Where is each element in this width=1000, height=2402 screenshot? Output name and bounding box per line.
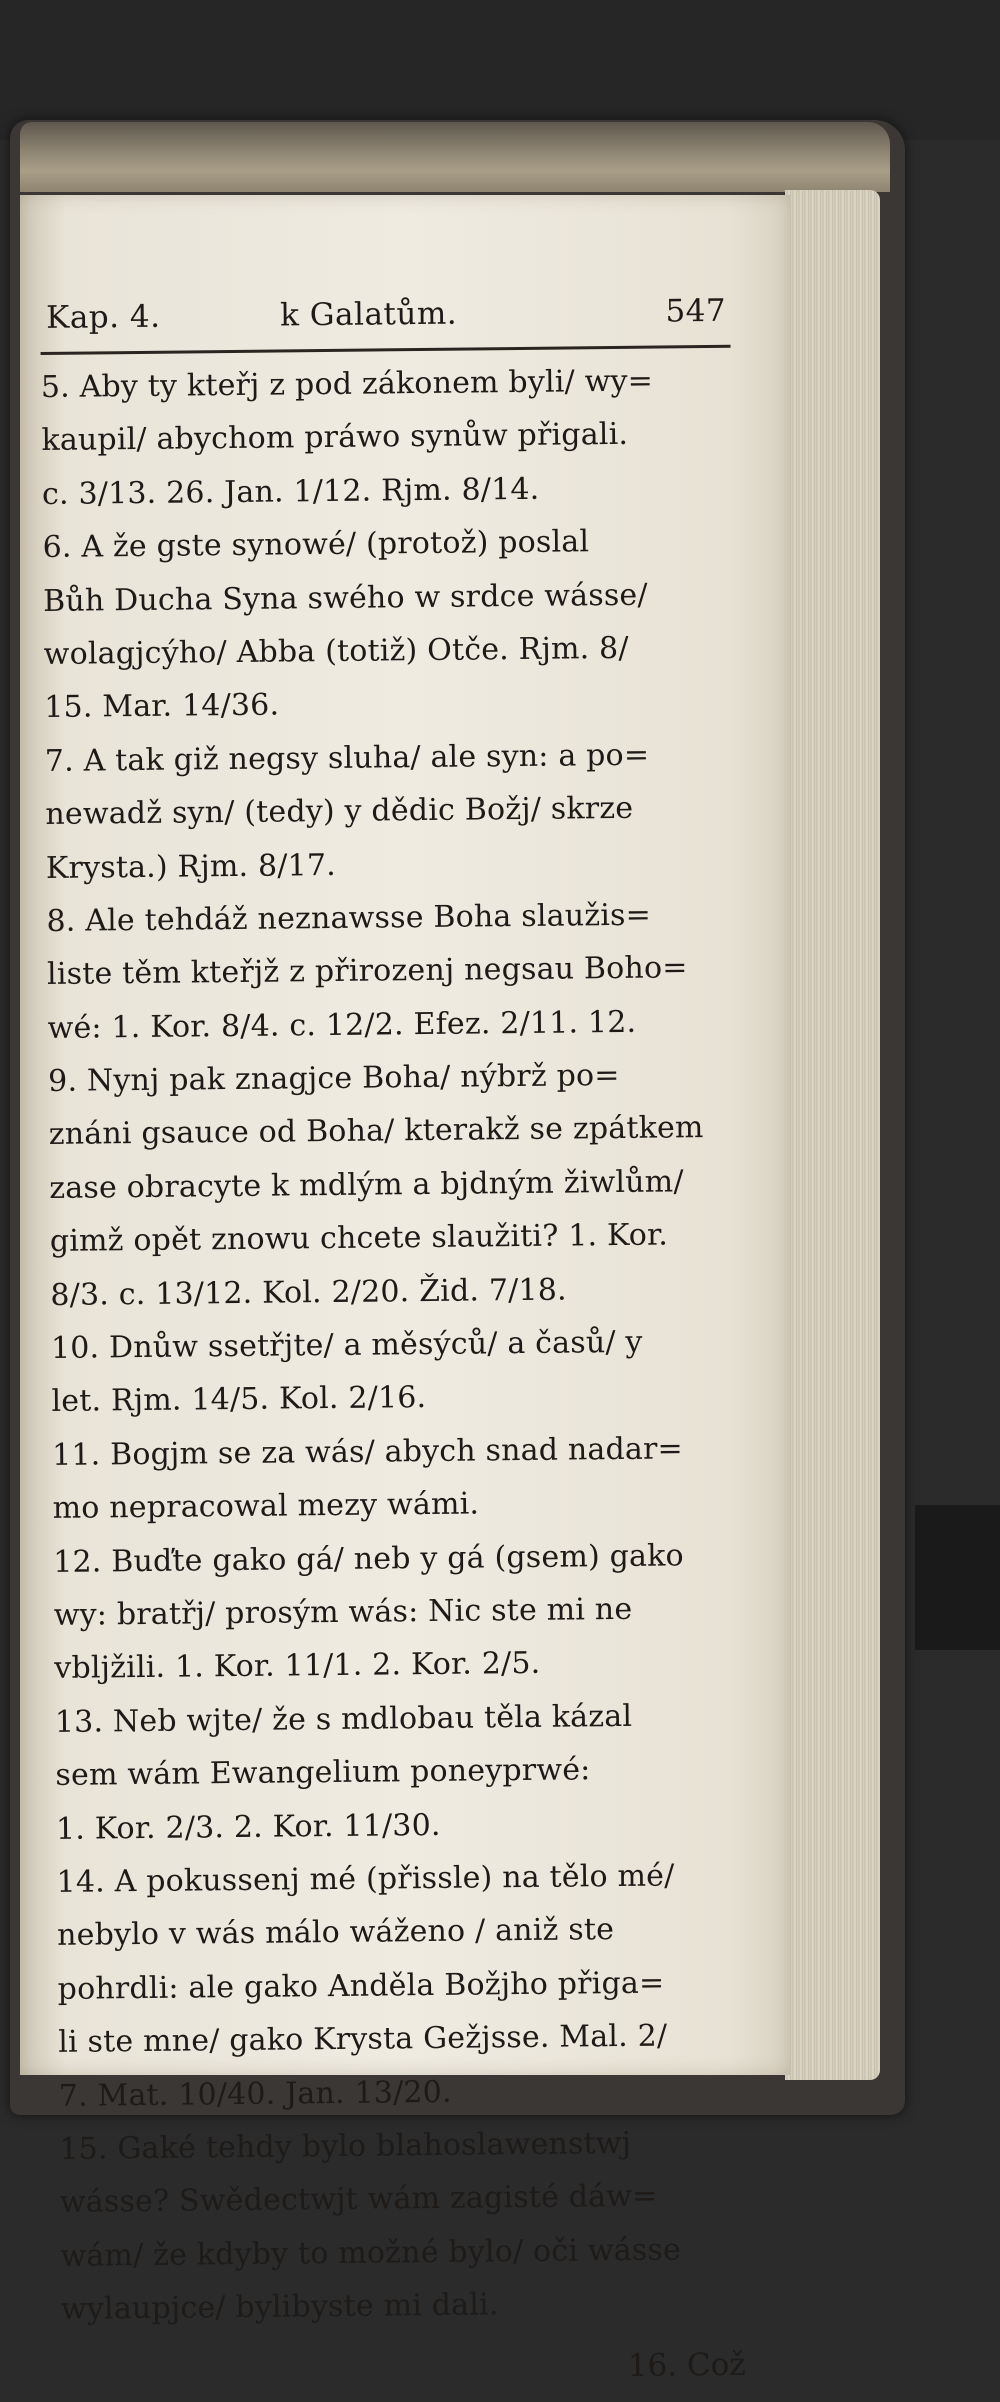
text-line: sem wám Ewangelium poneyprwé: — [55, 1752, 591, 1794]
chapter-label: Kap. 4. — [45, 298, 161, 336]
catchword: 16. Což — [627, 2347, 746, 2385]
text-line: 12. Buďte gako gá/ neb y gá (gsem) gako — [53, 1537, 684, 1580]
text-line: 15. Mar. 14/36. — [44, 687, 280, 726]
text-line: li ste mne/ gako Krysta Gežjsse. Mal. 2/ — [58, 2018, 668, 2061]
text-line: wolagjcýho/ Abba (totiž) Otče. Rjm. 8/ — [43, 630, 629, 672]
text-line: 8/3. c. 13/12. Kol. 2/20. Žid. 7/18. — [50, 1272, 567, 1313]
text-line: wé: 1. Kor. 8/4. c. 12/2. Efez. 2/11. 12. — [47, 1004, 637, 1046]
page-number: 547 — [665, 292, 727, 330]
text-line: wám/ že kdyby to možné bylo/ oči wásse — [60, 2232, 682, 2274]
text-line: 15. Gaké tehdy bylo blahoslawenstwj — [59, 2125, 632, 2167]
text-line: pohrdli: ale gako Anděla Božjho přiga= — [57, 1965, 665, 2007]
text-line: 1. Kor. 2/3. 2. Kor. 11/30. — [55, 1807, 441, 1847]
text-line: let. Rjm. 14/5. Kol. 2/16. — [51, 1380, 427, 1420]
book-head-edge — [20, 122, 890, 192]
page-text — [40, 293, 752, 2402]
text-line: c. 3/13. 26. Jan. 1/12. Rjm. 8/14. — [41, 471, 540, 512]
text-line: nebylo v wás málo wáženo / aniž ste — [56, 1912, 615, 1954]
text-line: newadž syn/ (tedy) y dědic Božj/ skrze — [45, 790, 634, 833]
text-line: wylaupjce/ bylibyste mi dali. — [60, 2287, 499, 2327]
text-line: 14. A pokussenj mé (přissle) na tělo mé/ — [56, 1858, 675, 1900]
background-top — [0, 0, 1000, 140]
text-line: Krysta.) Rjm. 8/17. — [45, 847, 337, 886]
text-line: Bůh Ducha Syna swého w srdce wásse/ — [42, 577, 648, 619]
text-line: vblјžili. 1. Kor. 11/1. 2. Kor. 2/5. — [54, 1646, 541, 1687]
text-line: 9. Nynj pak znagjce Boha/ nýbrž po= — [48, 1058, 620, 1100]
text-line: 11. Bogjm se za wás/ abych snad nadar= — [51, 1431, 684, 1473]
text-line: 5. Aby ty kteřj z pod zákonem byli/ wy= — [40, 363, 654, 405]
text-line: znáni gsauce od Boha/ kterakž se zpátkem — [48, 1110, 704, 1153]
page-edges — [785, 190, 880, 2080]
background-tab — [915, 1505, 1000, 1650]
text-line: wy: bratřj/ prosým wás: Nic ste mi ne — [53, 1591, 633, 1633]
running-head — [40, 293, 730, 350]
text-line: 7. A tak giž negsy sluha/ ale syn: a po= — [44, 737, 650, 779]
text-line: gimž opět znowu chcete slaužiti? 1. Kor. — [49, 1217, 669, 1260]
text-line: 6. A že gste synowé/ (protož) poslal — [42, 524, 590, 566]
text-line: 8. Ale tehdáž neznawsse Boha slaužis= — [46, 897, 652, 939]
text-line: 13. Neb wjte/ že s mdlobau těla kázal — [54, 1698, 633, 1740]
text-line: mo nepracowal mezy wámi. — [52, 1486, 480, 1527]
book-title: k Galatům. — [279, 295, 458, 334]
text-line: 7. Mat. 10/40. Jan. 13/20. — [58, 2074, 452, 2114]
text-line: liste těm kteřjž z přirozenj negsau Boho= — [46, 950, 688, 993]
text-line: zase obracyte k mdlým a bjdným žiwlům/ — [49, 1164, 684, 1206]
text-line: kaupil/ abychom práwo synůw přigali. — [41, 417, 629, 459]
text-line: wásse? Swědectwjt wám zagisté dáw= — [59, 2178, 658, 2221]
text-line: 10. Dnůw ssetřjte/ a měsýců/ a časů/ y — [50, 1324, 643, 1366]
